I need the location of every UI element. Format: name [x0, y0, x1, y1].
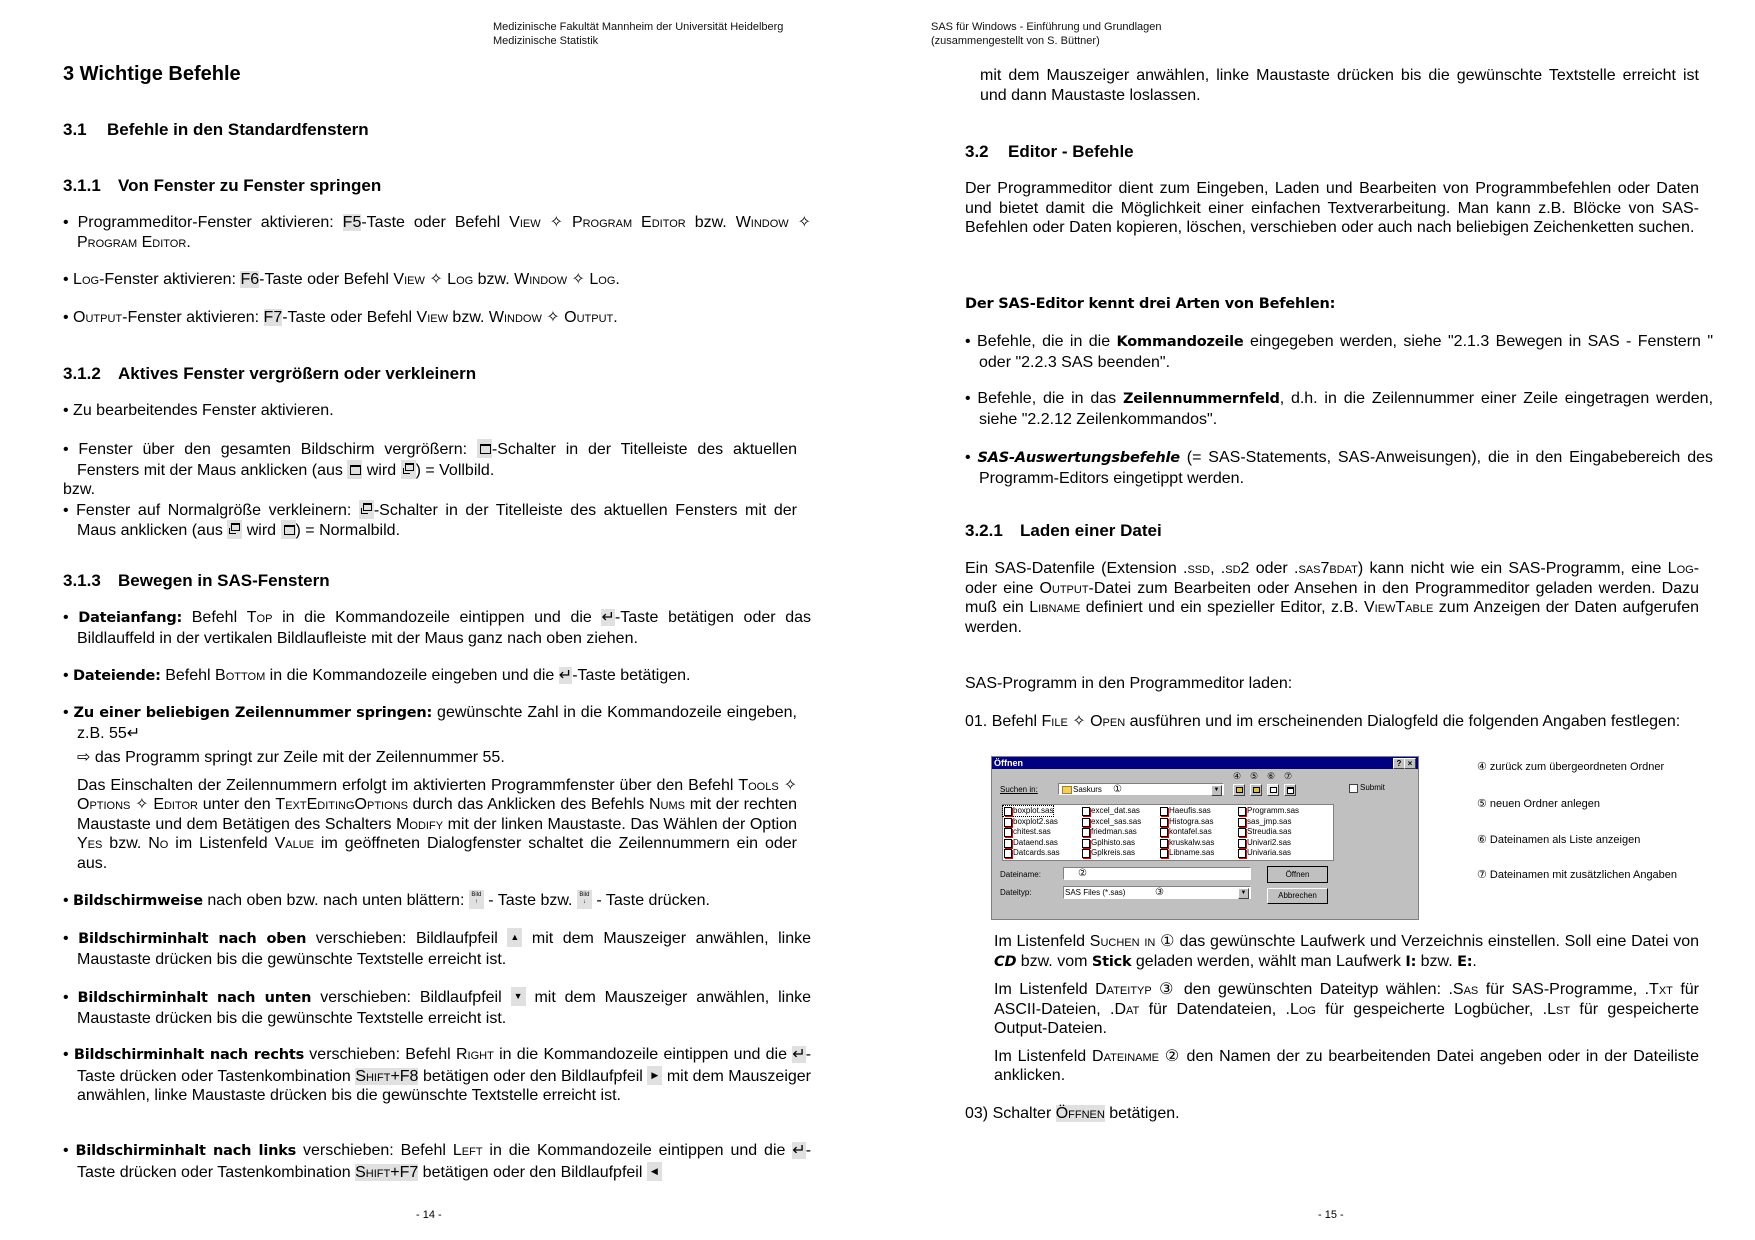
text-run: Das Einschalten der Zeilennummern erfolgt im aktivierten Programmfenster über den Befehl — [77, 776, 739, 794]
up-folder-button[interactable] — [1233, 784, 1245, 796]
step-03 — [965, 1104, 1699, 1124]
text-run: -Taste drücken oder Tastenkombination — [77, 1142, 812, 1181]
annotation-details-view: ⑦ Dateinamen mit zusätzlichen Angaben — [1477, 869, 1678, 881]
text-run: , . — [1210, 560, 1226, 577]
left-header-line-1: Medizinische Fakultät Mannheim der Universität Heidelberg — [493, 21, 784, 33]
text-run: , d.h. in die Zeilennummer einer Zeile eingetragen werden, siehe "2.2.12 Zeilenkommandos". — [979, 390, 1714, 428]
page-down-key-icon — [577, 890, 592, 909]
key-label: +F8 — [390, 1067, 419, 1085]
command-name: Log — [447, 271, 474, 288]
text-run: ✧ — [778, 776, 797, 794]
chapter-title: 3 Wichtige Befehle — [63, 63, 241, 85]
text-run: bzw. — [447, 309, 489, 326]
text-run: 01. Befehl — [965, 713, 1042, 730]
file-item[interactable]: boxplot2.sas — [1003, 817, 1058, 827]
section-title: Von Fenster zu Fenster springen — [118, 176, 382, 195]
text-run: Befehl — [160, 667, 216, 684]
bold-term: Dateiende: — [73, 668, 161, 684]
bold-term: Bildschirminhalt nach oben — [78, 931, 307, 947]
text-run: verschieben: Befehl — [304, 1046, 456, 1063]
new-folder-icon — [1253, 787, 1260, 793]
bullet-maximize — [63, 439, 797, 480]
command-name: Window — [514, 271, 568, 288]
section-heading-3-1-1 — [63, 176, 381, 196]
text-run: Fenster auf Normalgröße verkleinern: — [76, 501, 359, 519]
bold-term: E: — [1457, 953, 1473, 970]
key-label: +F7 — [390, 1163, 419, 1181]
command-name: Dateiname — [1092, 1047, 1159, 1065]
text-run: . — [1472, 952, 1477, 970]
text-run: gewünschte Zahl in die Kommandozeile eingeben, z.B. 55↵ — [77, 704, 798, 742]
key-label: ↵ — [792, 1046, 806, 1063]
key-label: ↵ — [792, 1142, 806, 1159]
text-run: im Listenfeld — [168, 835, 275, 852]
file-item[interactable]: Streudia.sas — [1237, 827, 1291, 837]
details-view-button[interactable] — [1284, 784, 1296, 796]
marker-7: ⑦ — [1284, 771, 1293, 781]
file-list[interactable] — [1002, 804, 1334, 861]
bullet-restore — [63, 500, 797, 541]
bold-term: Zu einer beliebigen Zeilennummer springen: — [73, 705, 433, 721]
file-item[interactable]: kontafel.sas — [1159, 827, 1212, 837]
filetype-value: SAS Files (*.sas) — [1065, 888, 1126, 897]
file-item[interactable]: friedman.sas — [1081, 827, 1137, 837]
command-name: Top — [246, 609, 273, 626]
filetype-instruction — [994, 980, 1699, 1039]
text-run: für ASCII-Dateien, . — [994, 981, 1699, 1018]
chevron-down-icon[interactable]: ▼ — [1238, 888, 1249, 899]
marker-6: ⑥ — [1267, 771, 1276, 781]
text-run: Befehl — [182, 609, 247, 626]
text-run: betätigen. — [1104, 1105, 1180, 1122]
command-name: Editor — [153, 796, 199, 813]
text-run: in die Kommandozeile eingeben und die — [265, 667, 559, 684]
text-run: bzw. vom — [1016, 952, 1092, 970]
key-label: Shift — [355, 1163, 391, 1181]
command-name: Log — [589, 271, 616, 288]
details-view-icon — [1287, 787, 1294, 794]
text-run: - oder eine — [965, 560, 1700, 597]
file-item[interactable]: Haeufis.sas — [1159, 806, 1211, 816]
command-name: No — [148, 835, 169, 852]
text-run: ✧ — [1067, 713, 1091, 730]
text-run: - Taste bzw. — [483, 892, 577, 909]
text-run: ② den Namen der zu bearbeitenden Datei angeben oder in der Dateiliste anklicken. — [994, 1047, 1700, 1084]
text-run: . — [615, 271, 620, 288]
bold-term: Dateianfang: — [78, 610, 183, 626]
bold-term: SAS-Auswertungsbefehle — [977, 450, 1180, 466]
folder-icon — [1062, 786, 1072, 794]
text-run: nach oben bzw. nach unten blättern: — [202, 892, 469, 909]
text-run: betätigen oder den Bildlaufpfeil — [418, 1067, 648, 1085]
command-name: Output — [564, 309, 614, 326]
dialog-title: Öffnen — [994, 758, 1023, 768]
scroll-down-icon — [511, 987, 526, 1006]
section-number: 3.1.3 — [63, 571, 101, 590]
text-run: ✧ — [567, 271, 590, 288]
filetype-select[interactable] — [1063, 886, 1251, 899]
text-run: -Fenster aktivieren: — [99, 271, 241, 288]
text-run: ausführen und im erscheinenden Dialogfeld die folgenden Angaben festlegen: — [1125, 713, 1681, 730]
text-run: bzw. — [1416, 952, 1458, 970]
command-name: ViewTable — [1363, 599, 1434, 616]
filename-label: Dateiname: — [1000, 870, 1041, 879]
text-run: -Taste betätigen. — [572, 667, 691, 684]
look-in-select[interactable] — [1058, 783, 1224, 795]
section-heading-3-1 — [63, 120, 369, 140]
file-item[interactable]: Univari2.sas — [1237, 838, 1291, 848]
restore-icon — [401, 460, 416, 479]
right-header-line-2: (zusammengestellt von S. Büttner) — [931, 35, 1100, 47]
text-run: -Taste oder Befehl — [259, 271, 394, 288]
command-name: Nums — [648, 796, 685, 813]
text-run: Befehle, die in die — [977, 333, 1117, 350]
key-label: Öffnen — [1055, 1105, 1105, 1122]
section-number: 3.1.1 — [63, 176, 101, 195]
continued-paragraph — [980, 66, 1699, 105]
text-run: Befehle, die in das — [977, 390, 1123, 407]
text-run: -Taste oder Befehl — [282, 309, 417, 326]
text-run: eingegeben werden, siehe "2.1.3 Bewegen in SAS - Fenstern " oder "2.2.3 SAS beenden". — [979, 333, 1714, 371]
file-item[interactable]: Gplhisto.sas — [1081, 838, 1135, 848]
text-run: mit dem Mauszeiger anwählen, linke Maustaste drücken bis die gewünschte Textstelle erreicht ist. — [77, 930, 812, 968]
key-label: ↵ — [601, 609, 615, 626]
text-run: ✧ — [788, 214, 812, 231]
maximize-icon — [281, 520, 296, 539]
text-run: in die Kommandozeile eintippen und die — [272, 609, 602, 626]
command-name: Program Editor — [77, 233, 187, 251]
text-run: Programmeditor-Fenster aktivieren: — [77, 214, 343, 231]
filetype-label: Dateityp: — [1000, 888, 1032, 897]
text-run: für SAS-Programme, . — [1478, 981, 1650, 998]
marker-3: ③ — [1155, 887, 1164, 898]
command-name: Window — [735, 214, 789, 231]
up-folder-icon — [1236, 787, 1243, 793]
text-run: im geöffneten Dialogfenster schaltet die Zeilennummern ein oder aus. — [77, 835, 797, 872]
look-in-instruction — [994, 932, 1699, 972]
text-run: für gespeicherte Output-Dateien. — [994, 1000, 1699, 1037]
dialog-instructions — [994, 932, 1699, 1086]
command-name: Modify — [396, 815, 444, 833]
command-name: sd — [1225, 560, 1241, 577]
section-heading-3-1-3 — [63, 571, 330, 591]
step-01 — [965, 712, 1728, 732]
text-run: -Taste betätigen oder das Bildlauffeld in der vertikalen Bildlaufleiste mit der Maus ganz nach oben ziehen. — [77, 609, 812, 647]
section-heading-3-1-2 — [63, 364, 476, 384]
scroll-right-icon — [647, 1066, 662, 1085]
file-item[interactable]: Histogra.sas — [1159, 817, 1213, 827]
text-run: definiert und ein spezieller Editor, z.B. — [1080, 599, 1364, 616]
text-run: bzw. — [63, 481, 96, 498]
marker-4: ④ — [1233, 771, 1242, 781]
file-item[interactable]: sas_jmp.sas — [1237, 817, 1291, 827]
command-name: Log — [73, 271, 100, 288]
text-run: ) = Normalbild. — [295, 522, 401, 539]
section-heading-3-2-1 — [965, 521, 1162, 541]
file-item[interactable]: excel_sas.sas — [1081, 817, 1141, 827]
key-label: F6 — [240, 271, 260, 288]
chevron-down-icon[interactable]: ▼ — [1211, 785, 1222, 796]
file-item[interactable]: kruskalw.sas — [1159, 838, 1214, 848]
command-name: Output — [73, 309, 123, 326]
jump-to-line-group — [63, 703, 797, 873]
text-run: betätigen oder den Bildlaufpfeil — [418, 1163, 647, 1181]
command-name: View — [509, 214, 541, 231]
restore-icon — [359, 500, 374, 519]
marker-2: ② — [1078, 868, 1087, 879]
command-name: Program Editor — [571, 214, 686, 231]
bold-term: Bildschirminhalt nach links — [75, 1143, 297, 1159]
command-name: Txt — [1649, 981, 1673, 998]
text-run: in die Kommandozeile eintippen und die — [493, 1046, 793, 1063]
command-name: Options — [77, 796, 131, 813]
command-name: Libname — [1029, 599, 1081, 616]
look-in-label: Suchen in: — [1000, 785, 1038, 794]
key-label: Shift — [355, 1067, 391, 1085]
file-item[interactable]: Univaria.sas — [1237, 848, 1291, 858]
text-run: geladen werden, wählt man Laufwerk — [1131, 952, 1406, 970]
command-name: Sas — [1452, 981, 1479, 998]
text-run: Im Listenfeld — [994, 981, 1096, 998]
text-run: ✧ — [540, 214, 572, 231]
marker-1: ① — [1113, 784, 1122, 795]
page-number-right: - 15 - — [1318, 1209, 1344, 1221]
text-run: -Schalter in der Titelleiste des aktuellen Fensters mit der Maus anklicken (aus — [77, 441, 798, 479]
bold-term: Stick — [1091, 953, 1132, 970]
command-name: Log — [1289, 1000, 1316, 1018]
maximize-icon — [347, 460, 362, 479]
scroll-left-icon — [647, 1162, 662, 1181]
text-run: 03) Schalter — [965, 1105, 1056, 1122]
bold-term: I: — [1405, 953, 1417, 970]
text-run: ✧ — [130, 796, 154, 813]
bzw-text — [63, 480, 797, 500]
editor-intro-paragraph — [965, 179, 1699, 238]
bullet-log-window — [63, 270, 811, 290]
help-button[interactable]: ? — [1393, 758, 1405, 769]
text-run: . — [613, 309, 618, 326]
text-run: -Taste drücken oder Tastenkombination — [77, 1046, 812, 1085]
bullet-file-end — [63, 666, 811, 687]
text-run: Im Listenfeld — [994, 1047, 1093, 1065]
annotation-new-folder: ⑤ neuen Ordner anlegen — [1477, 798, 1601, 810]
submit-label: Submit — [1360, 783, 1385, 792]
open-file-dialog — [991, 756, 1419, 920]
command-name: Suchen in — [1089, 933, 1156, 950]
text-run: mit dem Mauszeiger anwählen, linke Maustaste drücken bis die gewünschte Textstelle erreicht ist und dann Maustaste loslassen. — [980, 67, 1699, 104]
text-run: -Fenster aktivieren: — [122, 309, 264, 326]
page-number-left: - 14 - — [416, 1209, 442, 1221]
bullet-page-scroll — [63, 890, 811, 912]
command-name: View — [416, 309, 448, 326]
command-name: Yes — [77, 835, 103, 852]
bullet-output-window — [63, 308, 811, 328]
command-name: Left — [452, 1142, 483, 1159]
open-button[interactable]: Öffnen — [1267, 866, 1328, 883]
text-run: ✧ — [424, 271, 448, 288]
section-title: Editor - Befehle — [1008, 142, 1134, 161]
text-run: Im Listenfeld — [994, 933, 1090, 950]
section-title: Befehle in den Standardfenstern — [107, 120, 369, 139]
submit-checkbox[interactable] — [1349, 784, 1358, 793]
command-name: Tools — [738, 776, 779, 794]
file-item[interactable]: Libname.sas — [1159, 848, 1214, 858]
bullet-jump-to-line — [63, 703, 797, 743]
text-run: wird — [362, 461, 401, 479]
bold-term: Bildschirminhalt nach rechts — [73, 1047, 305, 1063]
text-run: mit der rechten Maustaste und dem Betätigen des Schalters — [77, 796, 798, 833]
filename-input[interactable] — [1063, 867, 1251, 880]
section-title: Bewegen in SAS-Fenstern — [118, 571, 330, 590]
left-header-line-2: Medizinische Statistik — [493, 35, 599, 47]
text-run: SAS-Programm in den Programmeditor laden: — [965, 675, 1293, 692]
file-item[interactable]: chitest.sas — [1003, 827, 1051, 837]
bold-term: CD — [994, 953, 1017, 970]
section-title: Aktives Fenster vergrößern oder verkleinern — [118, 364, 477, 383]
maximize-icon — [477, 439, 492, 458]
file-item[interactable]: Dataend.sas — [1003, 838, 1058, 848]
key-label: F5 — [342, 214, 362, 231]
text-run: mit dem Mauszeiger anwählen, linke Maustaste drücken bis die gewünschte Textstelle erreicht ist. — [77, 1067, 811, 1104]
text-run: bzw. — [685, 214, 736, 231]
cancel-button[interactable]: Abbrechen — [1267, 888, 1328, 904]
filename-instruction — [994, 1047, 1699, 1086]
text-run: verschieben: Bildlaufpfeil — [306, 930, 508, 947]
bold-term: Der SAS-Editor kennt drei Arten von Befehlen: — [965, 296, 1336, 312]
file-item[interactable]: excel_dat.sas — [1081, 806, 1140, 816]
bold-term: Bildschirminhalt nach unten — [77, 990, 312, 1006]
text-run: unter den — [198, 796, 276, 813]
bullet-scroll-left — [63, 1141, 811, 1182]
list-view-icon — [1270, 787, 1277, 793]
command-name: sas7bdat — [1298, 560, 1358, 577]
bullet-file-start — [63, 608, 811, 648]
command-name: Open — [1090, 713, 1126, 730]
section-number: 3.1 — [63, 120, 87, 139]
file-item[interactable]: Datcards.sas — [1003, 848, 1060, 858]
page-up-key-icon — [469, 890, 484, 909]
text-run: für gespeicherte Logbücher, . — [1315, 1000, 1548, 1018]
text-run: in die Kommandozeile eintippen und die — [482, 1142, 793, 1159]
editor-command-types-heading — [965, 294, 1699, 315]
section-number: 3.2.1 — [965, 521, 1003, 540]
command-name: Right — [455, 1046, 494, 1063]
text-run: - Taste drücken. — [591, 892, 710, 909]
annotation-up-folder: ④ zurück zum übergeordneten Ordner — [1477, 761, 1665, 773]
resize-window-group — [63, 439, 797, 541]
text-run: verschieben: Bildlaufpfeil — [311, 989, 511, 1006]
scroll-up-icon — [507, 928, 522, 947]
text-run: Fenster über den gesamten Bildschirm vergrößern: — [78, 441, 477, 458]
text-run: Ein SAS-Datenfile (Extension . — [965, 560, 1188, 577]
text-run: ③ den gewünschten Dateityp wählen: . — [1151, 981, 1453, 998]
list-view-button[interactable] — [1267, 784, 1279, 796]
text-run: -Schalter in der Titelleiste des aktuellen Fensters mit der Maus anklicken (aus — [77, 501, 797, 539]
jump-result — [77, 748, 797, 768]
section-number: 3.1.2 — [63, 364, 101, 383]
bold-term: Kommandozeile — [1116, 334, 1244, 350]
bullet-scroll-up — [63, 928, 811, 969]
load-program-intro — [965, 674, 1699, 694]
annotation-list-view: ⑥ Dateinamen als Liste anzeigen — [1477, 834, 1641, 846]
text-run: wird — [242, 522, 281, 539]
right-header-line-1: SAS für Windows - Einführung und Grundlagen — [931, 21, 1162, 33]
text-run: verschieben: Befehl — [296, 1142, 453, 1159]
bullet-scroll-right — [63, 1045, 811, 1106]
text-run: bzw. — [102, 835, 149, 852]
bullet-line-number-field — [965, 389, 1713, 429]
text-run: durch das Anklicken des Befehls — [407, 796, 649, 813]
text-run: Der Programmeditor dient zum Eingeben, Laden und Bearbeiten von Programmbefehlen oder Daten und bietet damit die Möglichkeit einer einfachen Textverarbeitung. Man kann z.B. Blöcke von SAS-Befehlen oder Daten kopieren, löschen, verschieben oder auch nach beliebigen Zeichenketten suchen. — [965, 180, 1699, 236]
text-run: . — [186, 233, 191, 251]
command-name: ssd — [1187, 560, 1211, 577]
bullet-sas-statements — [965, 448, 1713, 488]
file-item[interactable]: boxplot.sas — [1003, 806, 1053, 816]
bullet-scroll-down — [63, 987, 811, 1028]
text-run: mit der linken Maustaste. Das Wählen der Option — [443, 815, 798, 833]
close-button[interactable]: × — [1404, 758, 1416, 769]
text-run: Zu bearbeitendes Fenster aktivieren. — [73, 402, 334, 419]
text-run: ) = Vollbild. — [415, 461, 495, 479]
bold-term: Zeilennummernfeld — [1122, 391, 1280, 407]
text-run: ✧ — [541, 309, 565, 326]
command-name: View — [393, 271, 425, 288]
marker-5: ⑤ — [1250, 771, 1259, 781]
text-run: für Datendateien, . — [1139, 1000, 1290, 1018]
line-numbers-paragraph — [77, 776, 797, 874]
section-title: Laden einer Datei — [1020, 521, 1162, 540]
command-name: Bottom — [215, 667, 266, 684]
bold-term: Bildschirmweise — [73, 893, 203, 909]
command-name: Dat — [1114, 1000, 1140, 1018]
command-name: TextEditingOptions — [275, 796, 408, 813]
command-name: Value — [274, 835, 314, 852]
key-label: F7 — [263, 309, 283, 326]
file-item[interactable]: Gplkreis.sas — [1081, 848, 1135, 858]
command-name: Lst — [1547, 1000, 1571, 1018]
bullet-programmeditor-window — [63, 213, 811, 252]
file-item[interactable]: Programm.sas — [1237, 806, 1299, 816]
bullet-command-line — [965, 332, 1713, 372]
text-run: ) kann nicht wie ein SAS-Programm, eine — [1357, 560, 1668, 577]
look-in-value: Saskurs — [1073, 785, 1102, 794]
new-folder-button[interactable] — [1250, 784, 1262, 796]
text-run: ⇨ das Programm springt zur Zeile mit der Zeilennummer 55. — [77, 749, 505, 766]
command-name: Output — [1039, 579, 1089, 597]
section-heading-3-2 — [965, 142, 1134, 162]
datafile-paragraph — [965, 559, 1699, 637]
text-run: mit dem Mauszeiger anwählen, linke Maustaste drücken bis die gewünschte Textstelle erreicht ist. — [77, 989, 812, 1027]
command-name: Dateityp — [1095, 981, 1152, 998]
command-name: Window — [488, 309, 542, 326]
text-run: -Datei zum Bearbeiten oder Ansehen in den Programmeditor geladen werden. Dazu muß ein — [965, 579, 1699, 616]
text-run: 2 oder . — [1240, 560, 1299, 577]
bullet-activate-window — [63, 401, 811, 421]
text-run: ① das gewünschte Laufwerk und Verzeichnis einstellen. Soll eine Datei von — [1155, 933, 1700, 950]
dialog-title-bar — [992, 757, 1418, 769]
key-label: ↵ — [558, 667, 573, 684]
text-run: zum Anzeigen der Daten aufgerufen werden. — [965, 599, 1699, 636]
command-name: File — [1041, 713, 1068, 730]
restore-icon — [227, 520, 242, 539]
text-run: bzw. — [473, 271, 515, 288]
text-run: -Taste oder Befehl — [361, 214, 510, 231]
command-name: Log — [1667, 560, 1694, 577]
text-run: (= SAS-Statements, SAS-Anweisungen), die in den Eingabebereich des Programm-Editors eingetippt werden. — [979, 449, 1714, 487]
section-number: 3.2 — [965, 142, 989, 161]
